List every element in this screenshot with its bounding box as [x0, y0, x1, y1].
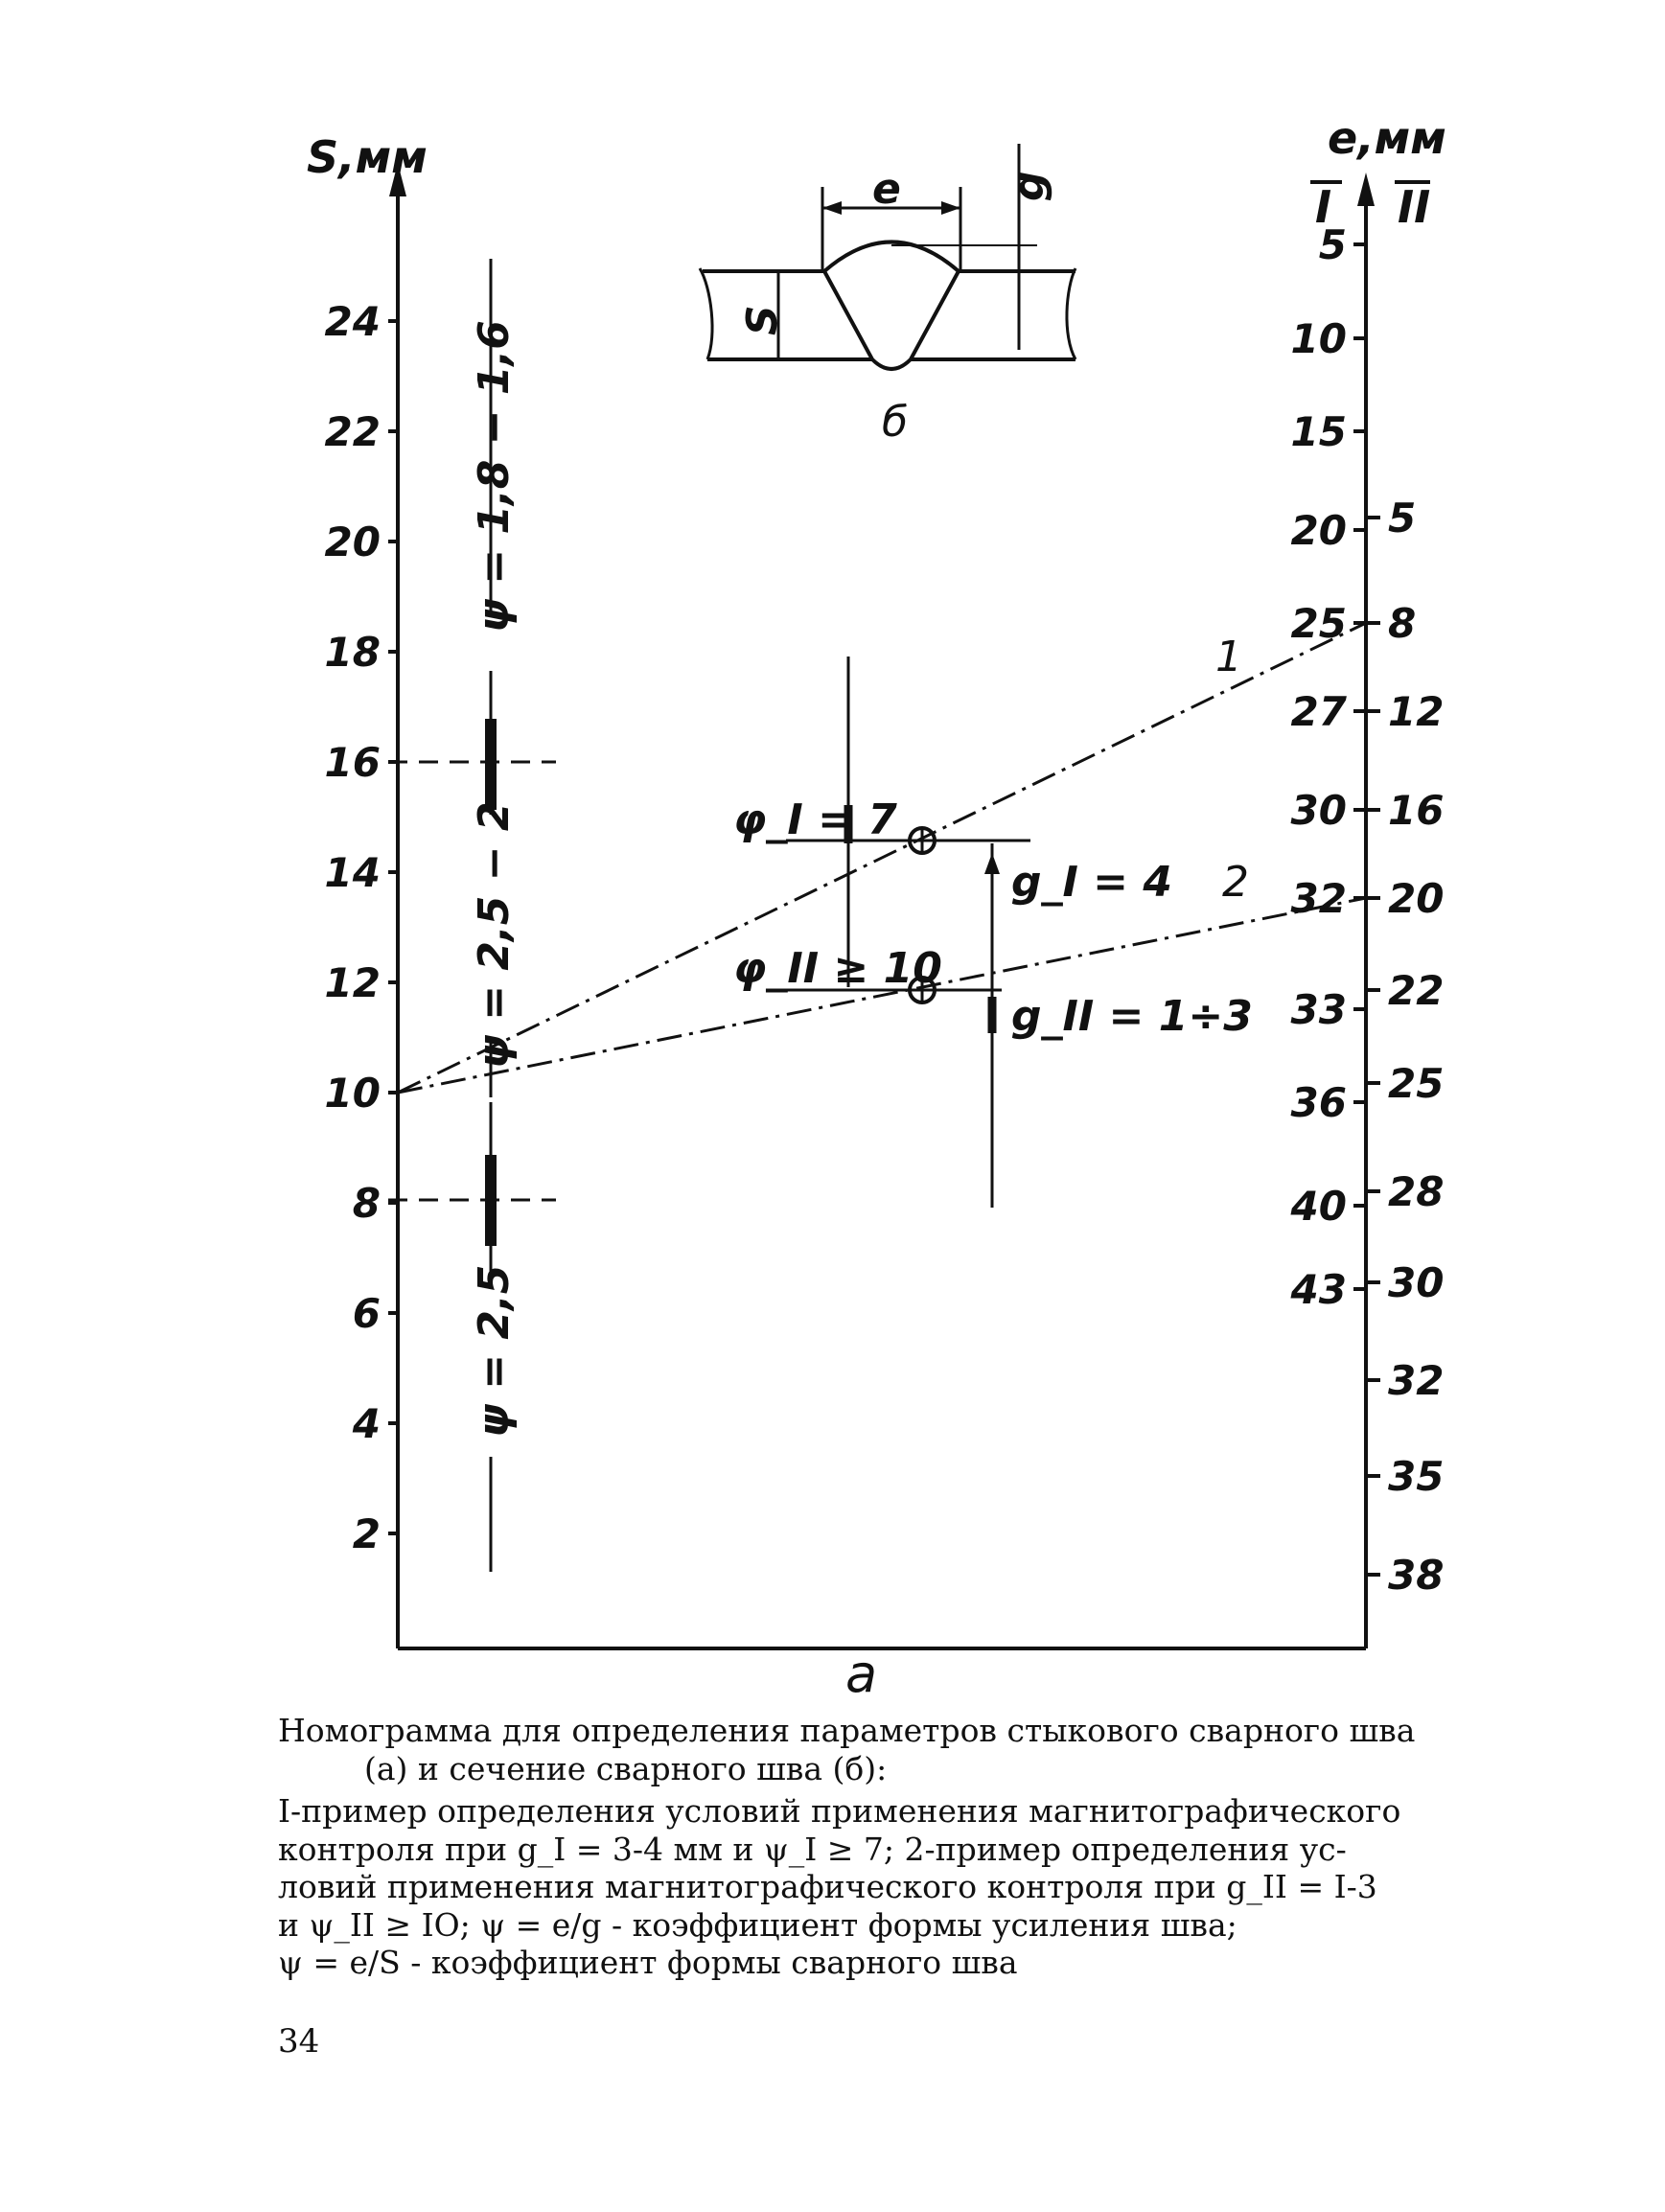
example-line-2-label: 2 — [1222, 858, 1249, 907]
figure-caption-title — [278, 1712, 1524, 1787]
example-line-1-label: 1 — [1215, 633, 1242, 681]
right-tick-II-5-label: 5 — [1388, 495, 1417, 541]
left-tick-22-label: 22 — [324, 408, 381, 455]
scale-I-label: I — [1315, 181, 1332, 233]
caption-title-line-2: (а) и сечение сварного шва (б): — [364, 1749, 888, 1787]
caption-legend-line-4: и ψ_II ≥ IO; ψ = e/g - коэффициент формы усиления шва; — [278, 1905, 1237, 1944]
right-tick-I-36-label: 36 — [1290, 1079, 1347, 1126]
right-tick-I-32-label: 32 — [1290, 875, 1347, 922]
right-tick-I-27-label: 27 — [1290, 688, 1347, 735]
right-axis — [1357, 173, 1375, 1648]
right-tick-I-33-label: 33 — [1290, 986, 1347, 1033]
psi-zone-top: ψ = 1,8 − 1,6 — [470, 320, 519, 633]
right-tick-I-40-label: 40 — [1290, 1183, 1347, 1230]
caption-legend-line-2: контроля при g_I = 3-4 мм и ψ_I ≥ 7; 2-пример определения ус- — [278, 1830, 1347, 1868]
right-tick-II-20-label: 20 — [1388, 875, 1445, 922]
caption-title-line-1: Номограмма для определения параметров стыкового сварного шва — [278, 1712, 1416, 1749]
right-tick-II-38-label: 38 — [1388, 1552, 1445, 1599]
left-tick-24-label: 24 — [324, 298, 381, 345]
weld-thickness-label: S — [738, 305, 787, 335]
psi-zone-mid: ψ = 2,5 − 2 — [470, 801, 519, 1069]
phi-II-label: φ_II ≥ 10 — [733, 944, 942, 993]
right-axis-ticks-II — [1366, 495, 1444, 1599]
left-axis-ticks — [325, 298, 398, 1557]
left-tick-8-label: 8 — [352, 1180, 381, 1227]
right-tick-I-10-label: 10 — [1290, 315, 1347, 362]
right-tick-II-16-label: 16 — [1388, 787, 1445, 834]
right-tick-I-5-label: 5 — [1318, 221, 1347, 268]
caption-legend-line-5: ψ = e/S - коэффициент формы сварного шва — [278, 1944, 1018, 1982]
right-tick-II-35-label: 35 — [1388, 1453, 1445, 1500]
right-axis-ticks-I — [1290, 221, 1366, 1313]
weld-height-label: g — [1005, 171, 1053, 201]
right-axis-label: e,мм — [1328, 112, 1446, 164]
right-tick-II-25-label: 25 — [1388, 1060, 1445, 1107]
left-tick-14-label: 14 — [324, 849, 381, 896]
diagram-sublabel: a — [845, 1644, 878, 1704]
left-tick-10-label: 10 — [324, 1070, 381, 1117]
right-tick-II-8-label: 8 — [1388, 600, 1417, 647]
psi-zone-bottom: ψ = 2,5 — [470, 1264, 519, 1438]
g-II-label: g_II = 1÷3 — [1011, 992, 1253, 1041]
right-tick-I-30-label: 30 — [1290, 787, 1347, 834]
right-tick-II-28-label: 28 — [1388, 1168, 1445, 1215]
right-tick-I-25-label: 25 — [1290, 600, 1347, 647]
figure-caption-legend — [278, 1792, 1524, 1982]
left-axis-label: S,мм — [307, 131, 428, 183]
left-tick-6-label: 6 — [352, 1290, 381, 1337]
left-tick-18-label: 18 — [324, 629, 381, 676]
left-tick-20-label: 20 — [324, 518, 381, 565]
g-I-label: g_I = 4 — [1011, 858, 1172, 907]
right-tick-II-32-label: 32 — [1388, 1357, 1445, 1404]
right-tick-I-20-label: 20 — [1290, 507, 1347, 554]
weld-width-label: e — [872, 165, 901, 214]
weld-section-sublabel: б — [882, 398, 909, 447]
left-tick-4-label: 4 — [352, 1400, 381, 1447]
measurement-marks — [786, 657, 1030, 1208]
left-tick-2-label: 2 — [352, 1510, 381, 1557]
caption-legend-line-1: I-пример определения условий применения магнитографического — [278, 1792, 1401, 1830]
right-tick-I-15-label: 15 — [1290, 408, 1347, 455]
caption-legend-line-3: ловий применения магнитографического контроля при g_II = I-3 — [278, 1868, 1377, 1906]
right-tick-I-43-label: 43 — [1290, 1266, 1347, 1313]
left-tick-12-label: 12 — [324, 959, 381, 1006]
left-axis — [389, 163, 406, 1648]
page-number: 34 — [278, 2022, 320, 2061]
left-tick-16-label: 16 — [324, 739, 381, 786]
phi-I-label: φ_I = 7 — [733, 795, 897, 844]
right-tick-II-30-label: 30 — [1388, 1259, 1445, 1306]
right-tick-II-22-label: 22 — [1388, 967, 1445, 1014]
scale-II-label: II — [1398, 181, 1431, 233]
right-tick-II-12-label: 12 — [1388, 688, 1445, 735]
